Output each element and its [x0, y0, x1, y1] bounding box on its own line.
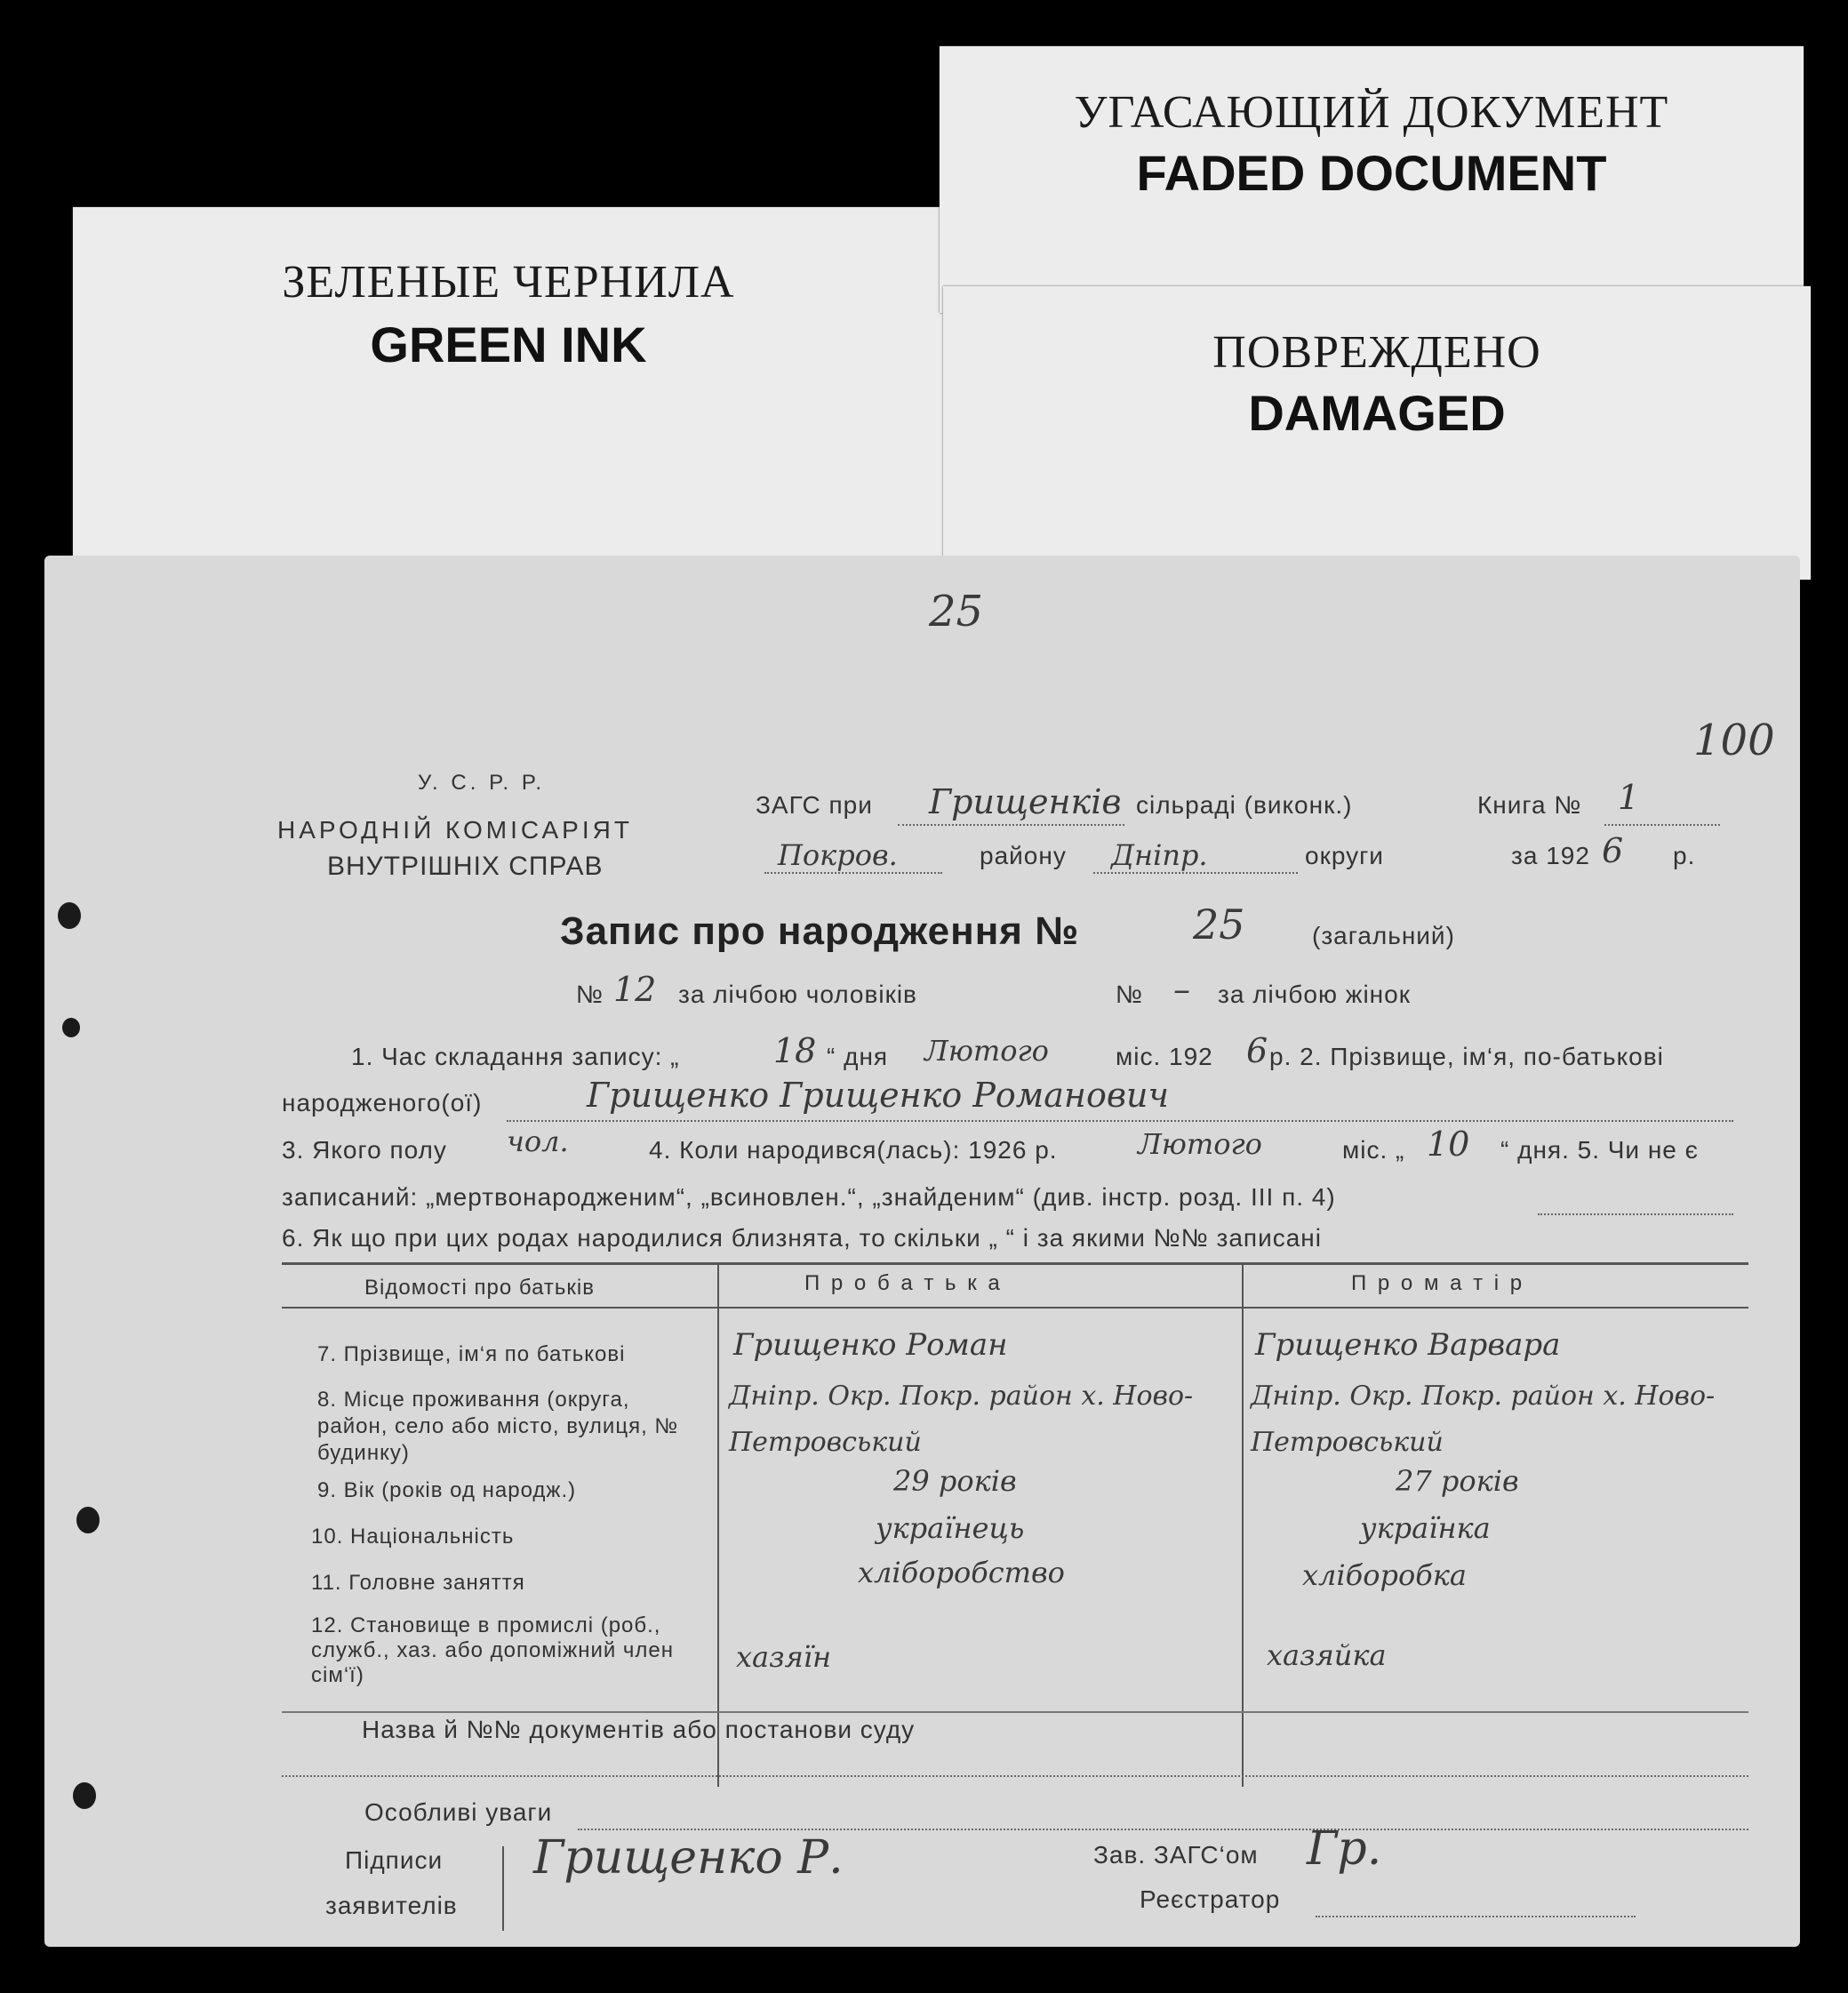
fill-line — [1093, 872, 1298, 874]
mother-nationality: українка — [1360, 1511, 1491, 1545]
line3-sex-label: 3. Якого полу — [282, 1136, 447, 1164]
punch-hole — [62, 1018, 80, 1037]
header-commissariat: НАРОДНІЙ КОМІСАРІЯТ — [277, 816, 633, 844]
okrug-value: Дніпр. — [1111, 838, 1208, 872]
row8-label: 8. Місце проживання (округа, район, село або місто, вулиця, № будинку) — [317, 1388, 679, 1465]
faded-document-ru: УГАСАЮЩИЙ ДОКУМЕНТ — [1074, 87, 1669, 138]
line3-stillborn-label: “ дня. 5. Чи не є — [1500, 1136, 1699, 1164]
mother-name: Грищенко Варвара — [1255, 1327, 1561, 1363]
corner-number: 100 — [1693, 716, 1775, 765]
punch-hole — [58, 902, 81, 929]
mother-occupation: хліборобка — [1302, 1558, 1467, 1592]
table-header-mother: П р о м а т і р — [1351, 1271, 1525, 1295]
fill-line — [507, 1120, 1733, 1122]
applicants-label: заявителів — [325, 1892, 458, 1919]
line1-month: Лютого — [924, 1034, 1049, 1068]
okrug-label: округи — [1305, 842, 1384, 869]
line1-month-label: міс. 192 — [1116, 1043, 1213, 1070]
green-ink-en: GREEN INK — [370, 316, 647, 372]
top-number: 25 — [929, 587, 984, 636]
applicant-signature: Грищенко Р. — [533, 1831, 844, 1885]
fill-line — [282, 1775, 1748, 1777]
fill-line — [578, 1829, 1748, 1830]
mother-status: хазяйка — [1267, 1638, 1387, 1672]
row10-label: 10. Національність — [311, 1525, 515, 1549]
female-no-value: – — [1173, 970, 1190, 1009]
signatures-label: Підписи — [345, 1846, 444, 1874]
female-count-label: за лічбою жінок — [1218, 980, 1411, 1008]
documents-label: Назва й №№ документів або постанови суду — [362, 1716, 916, 1743]
punch-hole — [76, 1507, 100, 1533]
line3-day-label: міс. „ — [1342, 1136, 1405, 1164]
father-status: хазяїн — [736, 1640, 832, 1674]
mother-residence: Дніпр. Окр. Покр. район х. Ново-Петровський — [1251, 1381, 1716, 1458]
line4-label: записаний: „мертвонародженим“, „всиновлен.“, „знайденим“ (див. інстр. розд. III п. 4) — [282, 1183, 1336, 1211]
year-digit: 6 — [1602, 831, 1624, 870]
header-ussr: У. С. Р. Р. — [418, 771, 546, 795]
header-internal-affairs: ВНУТРІШНІХ СПРАВ — [327, 852, 604, 881]
father-nationality: українець — [876, 1511, 1025, 1545]
birth-record-sheet — [44, 556, 1800, 1947]
row11-label: 11. Головне заняття — [311, 1571, 525, 1595]
male-count-label: за лічбою чоловіків — [678, 980, 917, 1008]
record-title: Запис про народження № — [560, 909, 1080, 953]
table-header-father: П р о б а т ь к а — [804, 1271, 1003, 1295]
fill-line — [764, 872, 942, 874]
faded-document-en: FADED DOCUMENT — [1136, 145, 1607, 201]
rayon-value: Покров. — [778, 838, 898, 872]
father-residence: Дніпр. Окр. Покр. район х. Ново-Петровський — [729, 1381, 1194, 1458]
registrar-label: Реєстратор — [1140, 1885, 1281, 1913]
damaged-ru: ПОВРЕЖДЕНО — [1212, 327, 1541, 378]
record-kind: (загальний) — [1312, 922, 1455, 949]
green-ink-ru: ЗЕЛЕНЫЕ ЧЕРНИЛА — [282, 257, 735, 308]
table-col-divider — [1242, 1262, 1244, 1787]
birth-month: Лютого — [1138, 1127, 1262, 1161]
child-name: Грищенко Грищенко Романович — [587, 1076, 1170, 1115]
zags-head-label: Зав. ЗАГС‘ом — [1093, 1841, 1259, 1869]
fill-line — [898, 824, 1124, 826]
damaged-en: DAMAGED — [1248, 385, 1506, 441]
father-age: 29 років — [893, 1464, 1017, 1498]
fill-line — [1316, 1916, 1636, 1917]
zags-label: ЗАГС при — [756, 791, 873, 819]
line1-label: 1. Час складання запису: „ — [351, 1043, 680, 1070]
faded-document-label-card — [940, 46, 1804, 313]
record-number: 25 — [1193, 900, 1245, 948]
father-occupation: хліборобство — [858, 1556, 1065, 1589]
male-no-label: № — [576, 980, 604, 1008]
book-label: Книга № — [1477, 791, 1582, 819]
line2-label: народженого(ої) — [282, 1089, 483, 1117]
line3-birth-label: 4. Коли народився(лась): 1926 р. — [649, 1136, 1058, 1164]
line1-year: 6 — [1246, 1031, 1268, 1070]
green-ink-label-card — [73, 207, 944, 580]
year-label-post: р. — [1673, 842, 1696, 869]
father-name: Грищенко Роман — [733, 1327, 1008, 1363]
child-sex: чол. — [507, 1125, 569, 1158]
zags-value: Грищенків — [929, 782, 1122, 821]
line1-surname-label: р. 2. Прізвище, ім‘я, по-батькові — [1269, 1043, 1664, 1070]
line1-day: 18 — [773, 1031, 817, 1070]
damaged-label-card — [943, 286, 1811, 580]
book-value: 1 — [1618, 778, 1640, 817]
row9-label: 9. Вік (років од народж.) — [317, 1478, 577, 1502]
year-label: за 192 — [1511, 842, 1590, 869]
table-bottom-rule — [282, 1711, 1748, 1713]
fill-line — [1538, 1213, 1733, 1215]
fill-line — [1604, 824, 1720, 826]
female-no-label: № — [1116, 980, 1144, 1008]
punch-hole — [73, 1782, 96, 1809]
table-header-rule — [282, 1307, 1748, 1309]
silradi-label: сільраді (виконк.) — [1136, 791, 1353, 819]
signature-bracket — [502, 1846, 504, 1931]
male-no-value: 12 — [613, 970, 657, 1009]
mother-age: 27 років — [1396, 1464, 1519, 1498]
zags-head-signature: Гр. — [1307, 1822, 1382, 1876]
line1-day-label: “ дня — [827, 1043, 889, 1070]
birth-day: 10 — [1427, 1125, 1470, 1164]
row7-label: 7. Прізвище, ім‘я по батькові — [317, 1342, 626, 1366]
notes-label: Особливі уваги — [364, 1798, 553, 1826]
table-header-parents: Відомості про батьків — [364, 1276, 595, 1300]
rayon-label: району — [980, 842, 1067, 869]
line5-label: 6. Як що при цих родах народилися близнята, то скільки „ “ і за якими №№ записані — [282, 1224, 1322, 1252]
table-top-rule — [282, 1262, 1748, 1265]
row12-label: 12. Становище в промислі (роб., служб., хаз. або допоміжний член сім‘ї) — [311, 1613, 675, 1687]
table-col-divider — [717, 1262, 719, 1787]
